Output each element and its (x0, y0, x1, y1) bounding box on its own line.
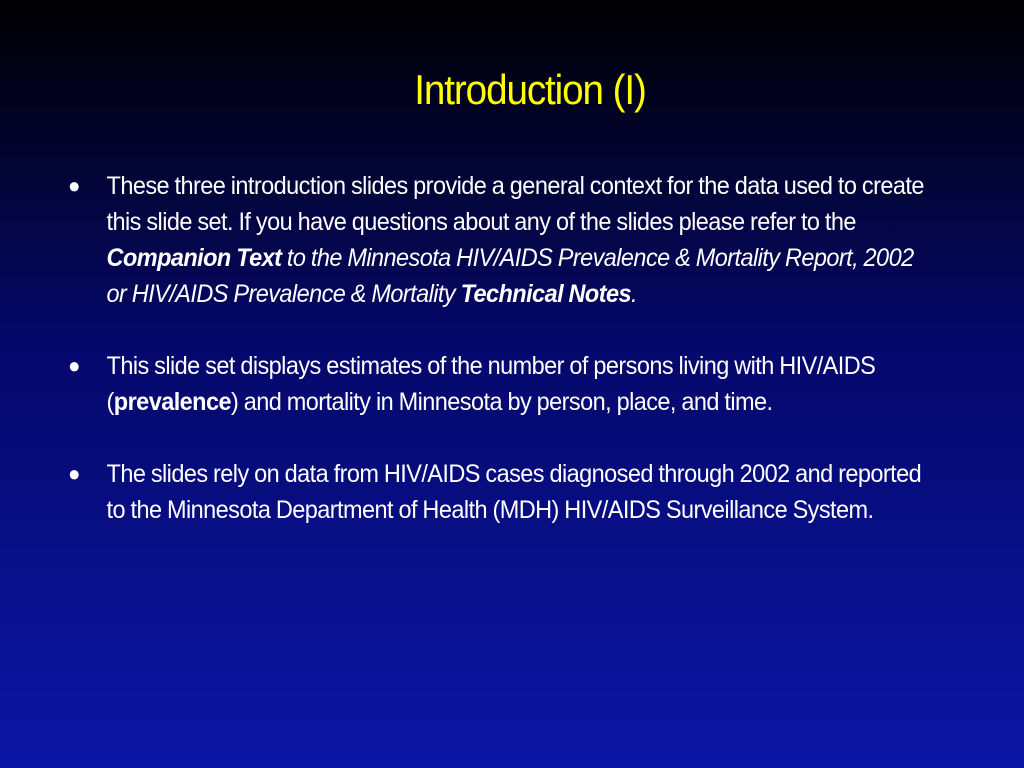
bullet-dot-icon: ● (68, 461, 80, 486)
bullet-list (68, 168, 988, 528)
bullet-dot-icon: ● (68, 173, 80, 198)
bullet-item-data-source (68, 456, 933, 528)
bullet-text: The slides rely on data from HIV/AIDS cases diagnosed through 2002 and reported to the Minnesota Department of Health (MDH) HIV/AIDS Surveillance System. (106, 460, 922, 524)
companion-text-title: Companion Text (106, 244, 282, 272)
bullet-dot-icon: ● (68, 353, 80, 378)
slide-title: Introduction (I) (414, 66, 646, 113)
bullet-item-prevalence (68, 348, 933, 420)
report-title: to the Minnesota HIV/AIDS Prevalence & Mortality Report, 2002 or HIV/AIDS Prevalence & Mortality (106, 244, 914, 308)
bullet-item-context (68, 168, 933, 312)
prevalence-term: prevalence (113, 388, 231, 416)
bullet-text-end: . (631, 280, 637, 308)
bullet-text: These three introduction slides provide a general context for the data used to create this slide set. If you have questions about any of the slides please refer to the (106, 172, 924, 236)
bullet-text-end: ) and mortality in Minnesota by person, place, and time. (230, 388, 773, 416)
bullet-text: This slide set displays estimates of the number of persons living with HIV/AIDS ( (106, 352, 876, 416)
technical-notes-title: Technical Notes (460, 280, 632, 308)
